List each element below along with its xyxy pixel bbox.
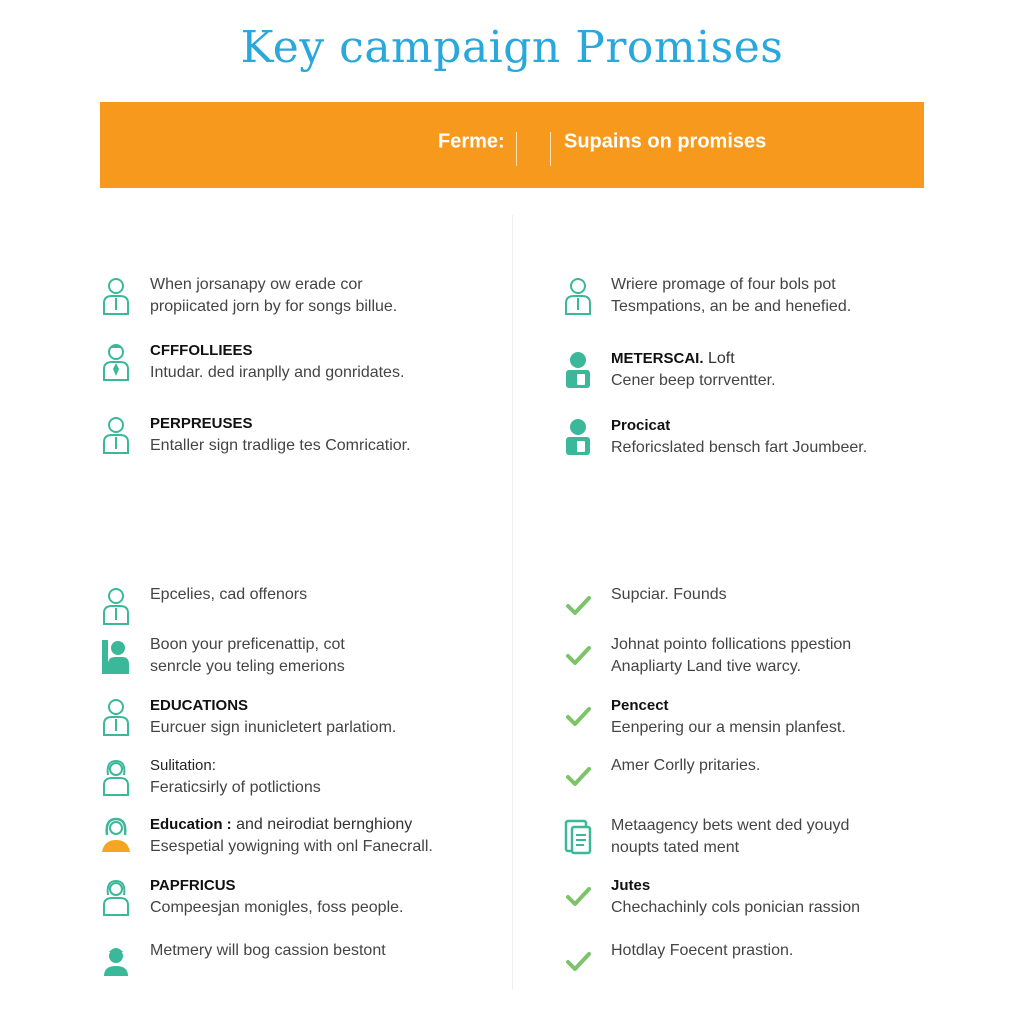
item-text: Eurcuer sign inunicletert parlatiom. [150, 719, 397, 736]
item-text: Metaagency bets went ded youyd [611, 817, 850, 834]
column-divider [512, 215, 513, 990]
item-heading: PAPFRICUS [150, 877, 236, 894]
item-heading: Procicat [611, 417, 671, 434]
check-icon [562, 757, 594, 797]
person-outline-icon [100, 276, 132, 316]
list-item [150, 584, 307, 606]
list-item [611, 415, 867, 459]
item-text: noupts tated ment [611, 839, 740, 856]
check-icon [562, 877, 594, 917]
list-item [150, 413, 411, 457]
item-text: Metmery will bog cassion bestont [150, 942, 386, 959]
list-item [150, 274, 397, 318]
list-item [611, 875, 860, 919]
banner-right-label: Supains on promises [564, 130, 767, 153]
item-text: Cener beep torrventter. [611, 372, 776, 389]
item-heading-suffix: and neirodiat bernghiony [236, 816, 413, 833]
list-item [150, 340, 404, 384]
list-item [611, 940, 793, 962]
woman-yellow-icon [100, 816, 132, 856]
list-item [150, 875, 403, 919]
item-text: Johnat pointo follications ppestion [611, 636, 852, 653]
list-item [611, 348, 776, 392]
banner-divider [516, 132, 517, 166]
person-badge-icon [562, 350, 594, 390]
item-text: Entaller sign tradlige tes Comricatior. [150, 437, 411, 454]
person-outline-icon [100, 415, 132, 455]
item-text: Chechachinly cols ponician rassion [611, 899, 861, 916]
list-item [611, 755, 760, 777]
list-item [611, 584, 727, 606]
banner-left-label: Ferme: [438, 130, 505, 153]
item-text: When jorsanapy ow erade cor [150, 276, 363, 293]
check-icon [562, 586, 594, 626]
item-text: Supciar. Founds [611, 586, 727, 603]
item-text: senrcle you teling emerions [150, 658, 345, 675]
list-item [611, 815, 849, 859]
document-icon [562, 817, 594, 857]
item-heading: Pencect [611, 697, 669, 714]
item-text: Feraticsirly of potlictions [150, 779, 321, 796]
list-item [611, 695, 846, 739]
item-heading: Sulitation: [150, 757, 216, 774]
item-text: Epcelies, cad offenors [150, 586, 308, 603]
list-item [150, 634, 345, 678]
item-text: Compeesjan monigles, foss people. [150, 899, 404, 916]
check-icon [562, 636, 594, 676]
item-text: Boon your preficenattip, cot [150, 636, 345, 653]
item-text: Hotdlay Foecent prastion. [611, 942, 794, 959]
book-person-icon [100, 636, 132, 676]
person-outline-icon [562, 276, 594, 316]
item-text: Wriere promage of four bols pot [611, 276, 836, 293]
list-item [611, 634, 851, 678]
item-heading: Jutes [611, 877, 651, 894]
item-text: Intudar. ded iranplly and gonridates. [150, 364, 405, 381]
item-heading: PERPREUSES [150, 415, 253, 432]
person-solid-icon [100, 942, 132, 982]
item-text: Reforicslated bensch fart Joumbeer. [611, 439, 868, 456]
item-heading-suffix: Loft [707, 350, 735, 367]
item-text: Anapliarty Land tive warcy. [611, 658, 802, 675]
person-badge-icon [562, 417, 594, 457]
person-outline-icon [100, 586, 132, 626]
woman-outline-icon [100, 877, 132, 917]
header-banner [100, 102, 924, 188]
item-text: Tesmpations, an be and henefied. [611, 298, 852, 315]
list-item [150, 695, 396, 739]
woman-outline-icon [100, 757, 132, 797]
check-icon [562, 942, 594, 982]
page-title: Key campaign Promises [240, 22, 784, 73]
item-heading: Education : [150, 816, 232, 833]
item-heading: METERSCAI. [611, 350, 704, 367]
item-text: propiicated jorn by for songs billue. [150, 298, 398, 315]
item-text: Eenpering our a mensin planfest. [611, 719, 846, 736]
item-heading: CFFFOLLIEES [150, 342, 253, 359]
person-outline-icon [100, 697, 132, 737]
item-text: Amer Corlly pritaries. [611, 757, 761, 774]
banner-divider [550, 132, 551, 166]
list-item [150, 940, 386, 962]
list-item [611, 274, 851, 318]
check-icon [562, 697, 594, 737]
list-item [150, 814, 433, 858]
item-heading: EDUCATIONS [150, 697, 249, 714]
list-item [150, 755, 321, 799]
person-tie-icon [100, 342, 132, 382]
item-text: Esespetial yowigning with onl Fanecrall. [150, 838, 433, 855]
